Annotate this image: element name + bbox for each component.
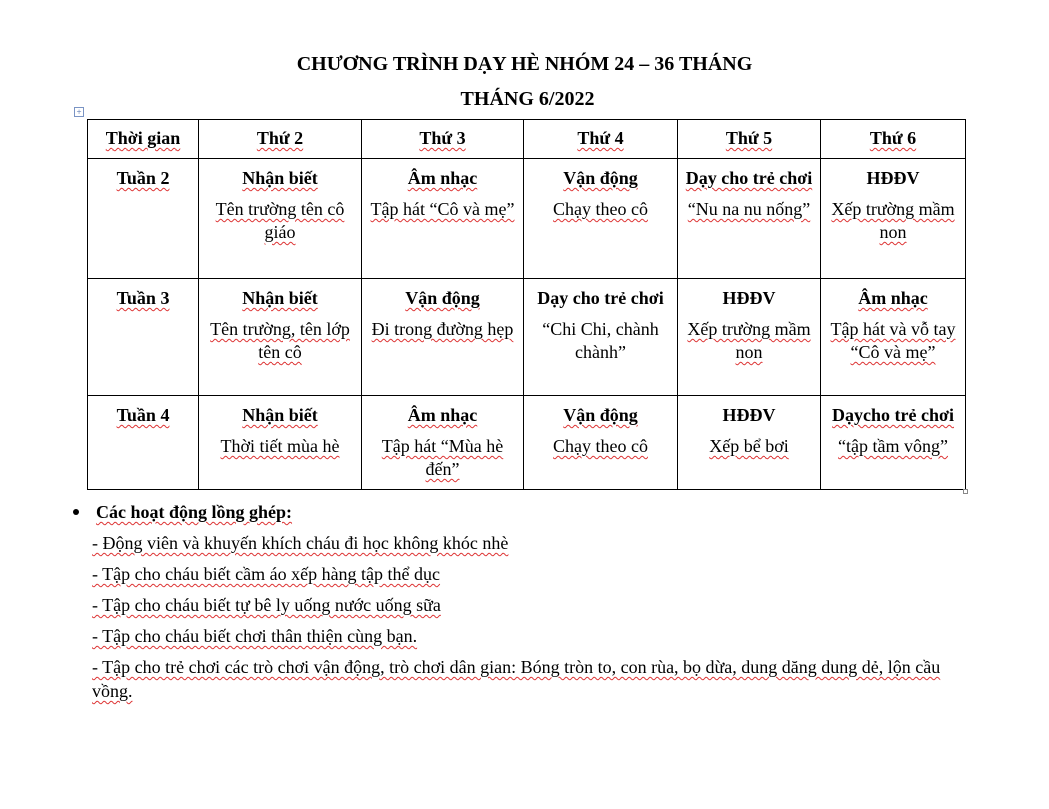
table-header-row [88,120,966,159]
schedule-table [87,119,966,490]
list-item: - Động viên và khuyến khích cháu đi học không khóc nhè [92,533,509,553]
header-cell: Thứ 6 [821,120,966,159]
list-item: - Tập cho cháu biết tự bê ly uống nước uống sữa [92,595,441,615]
table-cell: Vận động Chạy theo cô [524,396,678,490]
table-cell: Âm nhạc Tập hát “Mùa hè đến” [362,396,524,490]
header-cell: Thứ 5 [678,120,821,159]
week-cell: Tuần 3 [88,279,199,396]
table-row [88,279,966,396]
list-item: - Tập cho cháu biết cầm áo xếp hàng tập thể dục [92,564,441,584]
list-item: - Tập cho cháu biết chơi thân thiện cùng bạn. [92,626,418,646]
table-resize-handle[interactable] [963,489,968,494]
list-item: - Tập cho trẻ chơi các trò chơi vận động, trò chơi dân gian: Bóng tròn to, con rùa, bọ dừa, dung dăng dung dẻ, lộn cầu vồng. [92,657,941,701]
header-cell: Thứ 3 [362,120,524,159]
table-cell: HĐĐV Xếp trường mầm non [821,159,966,279]
table-cell: HĐĐV Xếp bể bơi [678,396,821,490]
table-cell: Vận động Chạy theo cô [524,159,678,279]
table-cell: Dạy cho trẻ chơi “Chi Chi, chành chành” [524,279,678,396]
table-cell: Nhận biết Thời tiết mùa hè [199,396,362,490]
table-cell: Dạycho trẻ chơi “tập tầm vông” [821,396,966,490]
bullet-icon [73,509,79,515]
header-cell: Thời gian [88,120,199,159]
table-row [88,159,966,279]
table-cell: Vận động Đi trong đường hẹp [362,279,524,396]
header-cell: Thứ 2 [199,120,362,159]
table-cell: Nhận biết Tên trường tên cô giáo [199,159,362,279]
document-title: CHƯƠNG TRÌNH DẠY HÈ NHÓM 24 – 36 THÁNG [296,53,753,75]
notes-heading: Các hoạt động lồng ghép: [70,500,970,524]
table-move-handle-icon[interactable]: + [74,107,84,117]
table-row [88,396,966,490]
week-cell: Tuần 4 [88,396,199,490]
table-cell: Âm nhạc Tập hát “Cô và mẹ” [362,159,524,279]
table-cell: Dạy cho trẻ chơi “Nu na nu nống” [678,159,821,279]
week-cell: Tuần 2 [88,159,199,279]
document-subtitle: THÁNG 6/2022 [460,88,595,110]
header-cell: Thứ 4 [524,120,678,159]
integrated-activities [70,500,970,710]
table-cell: Nhận biết Tên trường, tên lớp tên cô [199,279,362,396]
table-cell: HĐĐV Xếp trường mầm non [678,279,821,396]
table-cell: Âm nhạc Tập hát và vỗ tay “Cô và mẹ” [821,279,966,396]
